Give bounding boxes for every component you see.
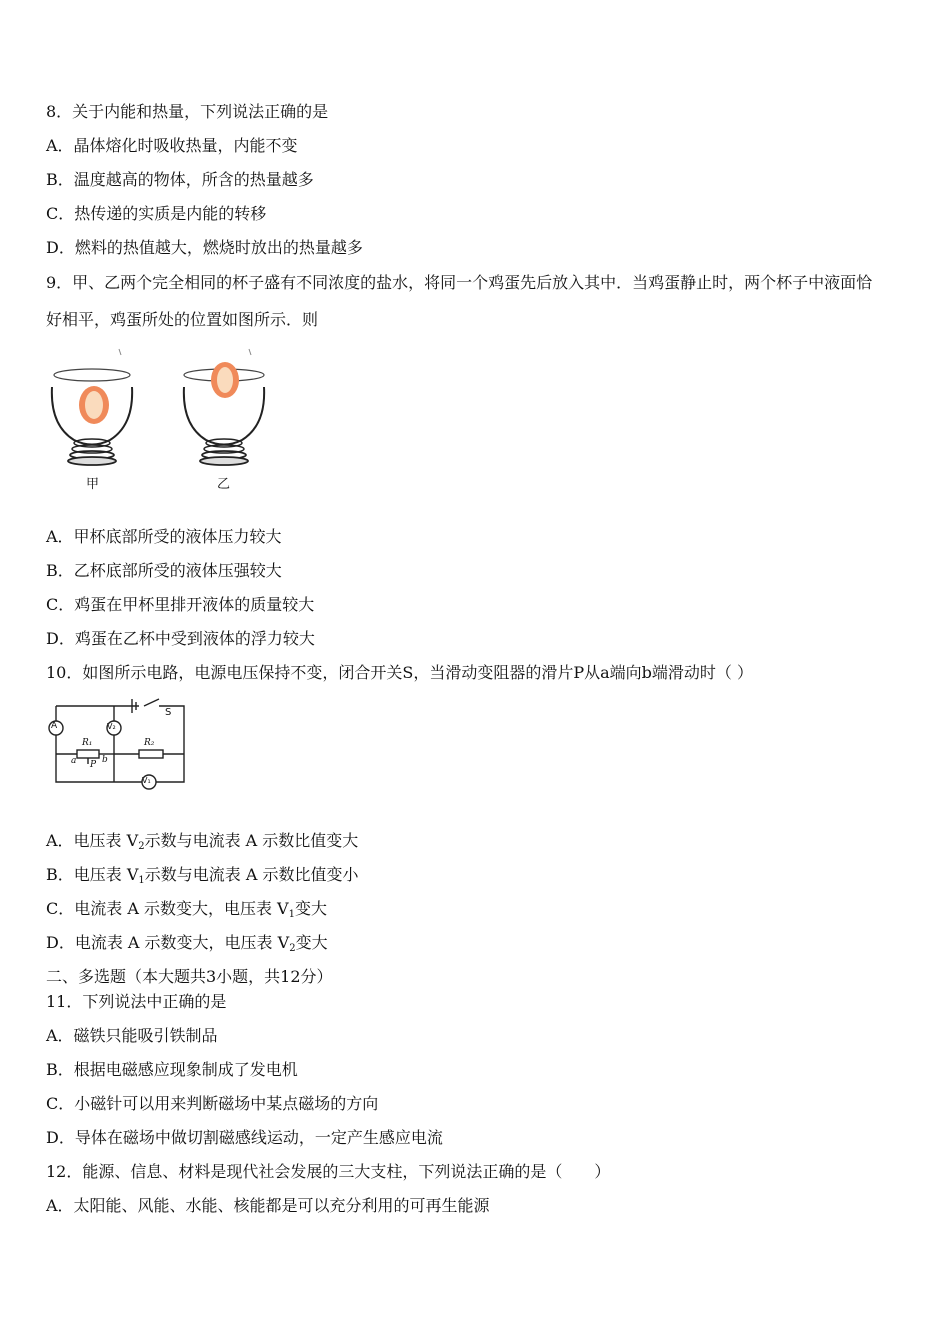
cups-illustration: [44, 345, 284, 495]
q10-option-d: D．电流表 A 示数变大，电压表 $V_2$变大: [46, 933, 328, 954]
circuit-label-v1: V₁: [142, 776, 151, 785]
circuit-label-v2: V₂: [107, 722, 116, 731]
q8-stem: 8．关于内能和热量，下列说法正确的是: [46, 102, 329, 121]
q11-option-a: A．磁铁只能吸引铁制品: [46, 1026, 218, 1045]
cup-yi: [184, 362, 264, 465]
q8-option-a: A．晶体熔化时吸收热量，内能不变: [46, 136, 298, 155]
circuit-figure: [44, 694, 194, 794]
q9-option-a: A．甲杯底部所受的液体压力较大: [46, 527, 282, 546]
q11-option-d: D．导体在磁场中做切割磁感线运动，一定产生感应电流: [46, 1128, 443, 1147]
circuit-label-r2: R₂: [144, 738, 155, 748]
q9-option-b: B．乙杯底部所受的液体压强较大: [46, 561, 282, 580]
q8-option-d: D．燃料的热值越大，燃烧时放出的热量越多: [46, 238, 363, 257]
q9-option-c: C．鸡蛋在甲杯里排开液体的质量较大: [46, 595, 315, 614]
circuit-label-r1: R₁: [82, 738, 93, 748]
circuit-label-p: P: [90, 760, 97, 770]
circuit-label-switch: S: [165, 707, 172, 718]
section-heading: 二、多选题（本大题共3小题，共12分）: [46, 967, 333, 986]
cups-figure: [44, 345, 284, 495]
circuit-diagram: [44, 694, 194, 794]
q8-option-c: C．热传递的实质是内能的转移: [46, 204, 267, 223]
q10-stem: 10．如图所示电路，电源电压保持不变，闭合开关S，当滑动变阻器的滑片P从a端向b端滑动时（ ）: [46, 663, 753, 682]
cup-label-jia: 甲: [86, 477, 100, 492]
q11-option-c: C．小磁针可以用来判断磁场中某点磁场的方向: [46, 1094, 379, 1113]
q10-option-c: C．电流表 A 示数变大，电压表 $V_1$变大: [46, 899, 328, 920]
circuit-label-a: a: [71, 756, 77, 766]
q9-stem-line2: 好相平，鸡蛋所处的位置如图所示．则: [46, 310, 319, 329]
q9-stem-line1: 9．甲、乙两个完全相同的杯子盛有不同浓度的盐水，将同一个鸡蛋先后放入其中．当鸡蛋静止时，两个杯子中液面恰: [46, 273, 873, 292]
q11-option-b: B．根据电磁感应现象制成了发电机: [46, 1060, 298, 1079]
q11-stem: 11．下列说法中正确的是: [46, 992, 227, 1011]
q12-option-a: A．太阳能、风能、水能、核能都是可以充分利用的可再生能源: [46, 1196, 490, 1215]
cup-label-yi: 乙: [217, 477, 231, 492]
cup-jia: [52, 369, 132, 465]
circuit-label-b: b: [102, 755, 108, 765]
q10-option-a: A．电压表 $V_2$示数与电流表 A 示数比值变大: [46, 831, 359, 852]
q12-stem: 12．能源、信息、材料是现代社会发展的三大支柱，下列说法正确的是（ ）: [46, 1162, 611, 1181]
q8-option-b: B．温度越高的物体，所含的热量越多: [46, 170, 314, 189]
circuit-label-ammeter: A: [51, 721, 58, 731]
q9-option-d: D．鸡蛋在乙杯中受到液体的浮力较大: [46, 629, 315, 648]
q10-option-b: B．电压表 $V_1$示数与电流表 A 示数比值变小: [46, 865, 359, 886]
